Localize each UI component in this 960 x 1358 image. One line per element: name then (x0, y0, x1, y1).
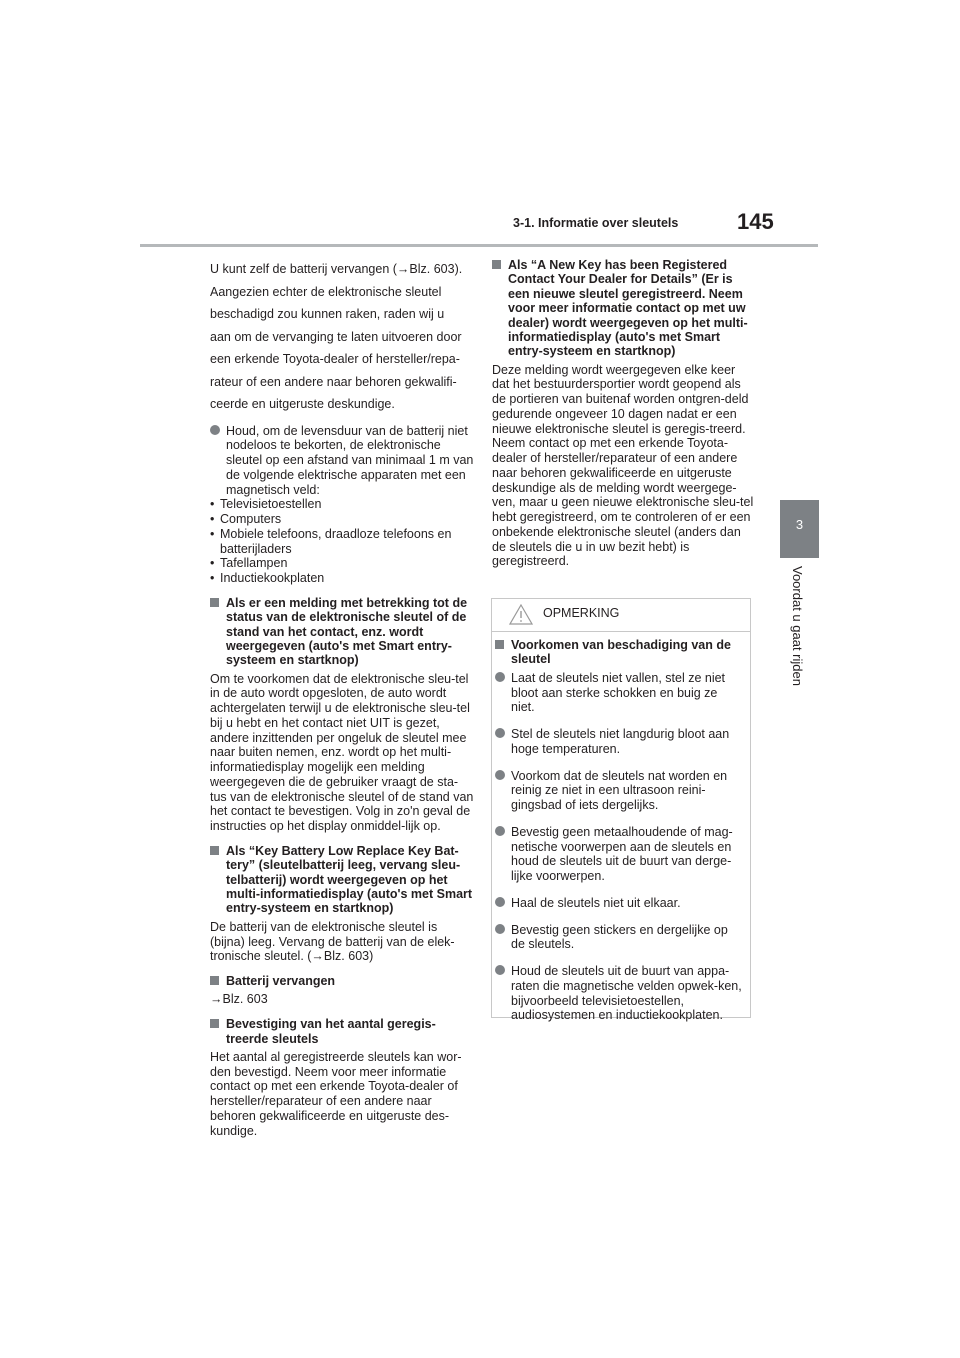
intro-line: een erkende Toyota-dealer of hersteller/repa- (210, 352, 460, 366)
device-item: • Computers (210, 512, 474, 527)
bullet-dot-icon (495, 826, 505, 836)
list-item: Houd de sleutels uit de buurt van appa-raten die magnetische velden opwek-ken, bijvoorbeeld televisietoestellen, audiosystemen en inductiekookplaten. (495, 964, 742, 1023)
paragraph: Om te voorkomen dat de elektronische sleu-tel in de auto wordt opgesloten, de auto wordt achtergelaten terwijl u de elektronische sleu-tel bij u hebt en het contact niet UIT is gezet, andere inzittenden per ongeluk de sleutel mee naar buiten nemen, enz. wordt op het multi-informatiedisplay mogelijk een melding weergegeven die de gebruiker vraagt de sta-tus van de elektronische sleutel of de stand van het contact te bevestigen. Volg in zo'n geval de instructies op het display onmiddel-lijk op. (210, 671, 474, 834)
square-bullet-icon (210, 846, 219, 855)
notice-body (492, 638, 750, 1023)
bullet-dot-icon (210, 425, 220, 435)
notice-header (492, 599, 750, 632)
device-item: • Mobiele telefoons, draadloze telefoons en batterijladers (210, 527, 474, 557)
chapter-title: Voordat u gaat rijden (790, 566, 805, 686)
notice-heading: Voorkomen van beschadiging van de sleutel (495, 638, 742, 667)
bullet-dot-icon (495, 897, 505, 907)
intro-text (210, 258, 474, 416)
section-title: 3-1. Informatie over sleutels (513, 216, 679, 230)
intro-line: aan om de vervanging te laten uitvoeren door (210, 329, 462, 344)
bullet-dot-icon (495, 672, 505, 682)
bullet-text: Houd, om de levensduur van de batterij niet nodeloos te bekorten, de elektronische sleutel op een afstand van minimaal 1 m van de volgende elektrische apparaten met een magnetisch veld: (226, 423, 474, 497)
list-item: Bevestig geen stickers en dergelijke op de sleutels. (495, 923, 742, 953)
section-heading: Batterij vervangen (210, 974, 474, 988)
list-item: Stel de sleutels niet langdurig bloot aan hoge temperaturen. (495, 727, 742, 757)
paragraph: Het aantal al geregistreerde sleutels kan wor-den bevestigd. Neem voor meer informatie contact op met een erkende Toyota-dealer of hersteller/reparateur of een andere naar behoren gekwalificeerde en uitgeruste des-kundige. (210, 1049, 462, 1138)
device-item: • Inductiekookplaten (210, 571, 474, 586)
left-column (210, 258, 474, 1144)
page-number: 145 (737, 209, 774, 234)
list-item: Haal de sleutels niet uit elkaar. (495, 896, 742, 911)
square-bullet-icon (492, 260, 501, 269)
intro-line: U kunt zelf de batterij vervangen (→Blz. 603). (210, 262, 463, 276)
square-bullet-icon (210, 598, 219, 607)
paragraph: →Blz. 603 (210, 992, 268, 1007)
paragraph: Neem contact op met een erkende Toyota-dealer of hersteller/reparateur of een andere naar behoren gekwalificeerde en uitgeruste deskundige als de melding wordt weergege-ven, maar u geen nieuwe elektronische sleu-tel hebt geregistreerd, om te controleren of er een onbekende elektronische sleutel (anders dan de sleutels die u in uw bezit hebt) is geregistreerd. (492, 436, 754, 569)
bullet-dot-icon (495, 965, 505, 975)
list-item: Bevestig geen metaalhoudende of mag-netische voorwerpen aan de sleutels en houd de sleutels uit de buurt van derge-lijke voorwerpen. (495, 825, 742, 884)
list-item: Voorkom dat de sleutels nat worden en reinig ze niet in een ultrasoon reini-gingsbad of iets dergelijks. (495, 769, 742, 813)
section-heading: Als “Key Battery Low Replace Key Bat-tery” (sleutelbatterij leeg, vervang sleu-telbatterij) wordt weergegeven op het multi-informatiedisplay (auto's met Smart entry-systeem en startknop) (210, 844, 474, 916)
square-bullet-icon (495, 640, 504, 649)
section-heading: Bevestiging van het aantal geregis-treerde sleutels (210, 1017, 474, 1046)
right-column (492, 258, 756, 575)
chapter-number: 3 (795, 517, 804, 532)
intro-line: beschadigd zou kunnen raken, raden wij u (210, 307, 445, 321)
bullet-dot-icon (495, 924, 505, 934)
square-bullet-icon (210, 1019, 219, 1028)
intro-line: ceerde en uitgeruste deskundige. (210, 397, 395, 411)
device-item: • Tafellampen (210, 556, 474, 571)
paragraph: Deze melding wordt weergegeven elke keer dat het bestuurdersportier wordt geopend als de portieren van buitenaf worden ontgren-deld gedurende ongeveer 10 dagen nadat er een nieuwe elektronische sleutel is geregis-treerd. (492, 362, 749, 436)
section-heading: Als er een melding met betrekking tot de status van de elektronische sleutel of de stand van het contact, enz. wordt weergegeven (auto's met Smart entry-systeem en startknop) (210, 596, 474, 668)
list-item (210, 424, 474, 586)
square-bullet-icon (210, 976, 219, 985)
notice-title: OPMERKING (543, 606, 620, 620)
notice-box (491, 598, 751, 1023)
header-divider (140, 244, 818, 247)
paragraph: De batterij van de elektronische sleutel is (bijna) leeg. Vervang de batterij van de elek-tronische sleutel. (→Blz. 603) (210, 919, 455, 964)
intro-line: Aangezien echter de elektronische sleutel (210, 284, 442, 299)
bullet-dot-icon (495, 770, 505, 780)
intro-line: rateur of een andere naar behoren gekwalifi- (210, 374, 457, 389)
bullet-dot-icon (495, 728, 505, 738)
device-item: • Televisietoestellen (210, 497, 474, 512)
warning-triangle-icon (509, 604, 533, 625)
section-heading: Als “A New Key has been Registered Contact Your Dealer for Details” (Er is een nieuwe sleutel geregistreerd. Neem voor meer informatie contact op met uw dealer) wordt weergegeven op het multi-informatiedisplay (auto's met Smart entry-systeem en startknop) (492, 258, 756, 359)
list-item: Laat de sleutels niet vallen, stel ze niet bloot aan sterke schokken en buig ze niet. (495, 671, 742, 715)
